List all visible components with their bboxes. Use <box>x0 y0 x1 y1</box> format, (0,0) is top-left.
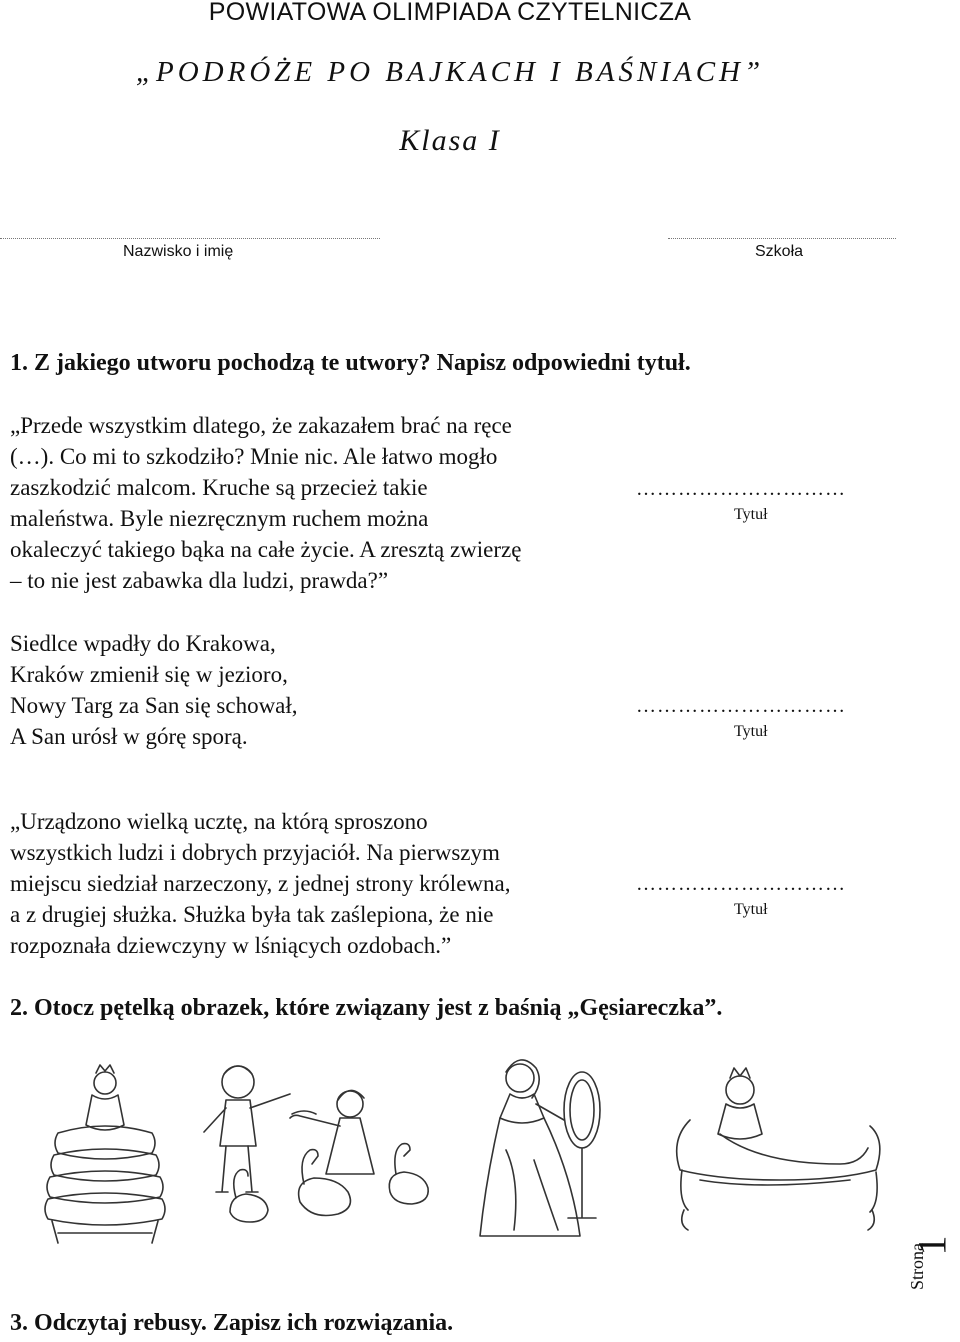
passage-line: miejscu siedział narzeczony, z jednej strony królewna, <box>10 871 511 896</box>
header-class: Klasa I <box>399 124 501 157</box>
answer-2-blank[interactable]: ………………………… <box>636 695 846 717</box>
princess-on-pea-mattresses-drawing[interactable] <box>30 1055 180 1245</box>
answer-3-blank[interactable]: ………………………… <box>636 873 846 895</box>
passage-line: wszystkich ludzi i dobrych przyjaciół. Na pierwszym <box>10 840 500 865</box>
passage-line: „Przede wszystkim dlatego, że zakazałem brać na ręce <box>10 413 512 438</box>
passage-line: rozpoznała dziewczyny w lśniących ozdobach.” <box>10 933 452 958</box>
answer-2-label: Tytuł <box>734 723 768 740</box>
passage-line: Kraków zmienił się w jezioro, <box>10 662 288 687</box>
passage-line: maleństwa. Byle niezręcznym ruchem można <box>10 506 429 531</box>
school-field-label: Szkoła <box>755 243 804 260</box>
school-field-line[interactable] <box>668 238 896 239</box>
answer-1-blank[interactable]: ………………………… <box>636 478 846 500</box>
header-title: POWIATOWA OLIMPIADA CZYTELNICZA <box>208 0 692 26</box>
header-subtitle: „PODRÓŻE PO BAJKACH I BAŚNIACH” <box>135 56 765 88</box>
princess-on-chaise-drawing[interactable] <box>660 1050 900 1242</box>
page-label: Strona <box>907 1243 927 1290</box>
task1-title: 1. Z jakiego utworu pochodzą te utwory? Napisz odpowiedni tytuł. <box>10 350 691 376</box>
passage-line: Nowy Targ za San się schował, <box>10 693 298 718</box>
passage-line: a z drugiej służka. Służka była tak zaślepiona, że nie <box>10 902 494 927</box>
passage-line: okaleczyć takiego bąka na całe życie. A zresztą zwierzę <box>10 537 522 562</box>
page-number-footer <box>907 1232 960 1342</box>
task2-title: 2. Otocz pętelką obrazek, które związany jest z baśnią „Gęsiareczka”. <box>10 995 723 1021</box>
name-field-line[interactable] <box>0 238 380 239</box>
task3-title: 3. Odczytaj rebusy. Zapisz ich rozwiązania. <box>10 1310 454 1336</box>
passage-line: Siedlce wpadły do Krakowa, <box>10 631 276 656</box>
name-field-label: Nazwisko i imię <box>123 243 234 260</box>
passage-line: „Urządzono wielką ucztę, na którą sproszono <box>10 809 428 834</box>
passage-2 <box>10 628 630 752</box>
passage-line: zaszkodzić malcom. Kruche są przecież takie <box>10 475 428 500</box>
passage-1 <box>10 410 630 596</box>
boy-girl-geese-drawing[interactable] <box>190 1052 440 1244</box>
passage-line: (…). Co mi to szkodziło? Mnie nic. Ale łatwo mogło <box>10 444 498 469</box>
passage-line: – to nie jest zabawka dla ludzi, prawda?” <box>10 568 389 593</box>
answer-3-label: Tytuł <box>734 901 768 918</box>
page-number: 1 <box>909 1235 955 1256</box>
answer-1-label: Tytuł <box>734 506 768 523</box>
passage-3 <box>10 806 630 961</box>
princess-with-mirror-drawing[interactable] <box>470 1050 620 1242</box>
passage-line: A San urósł w górę sporą. <box>10 724 248 749</box>
